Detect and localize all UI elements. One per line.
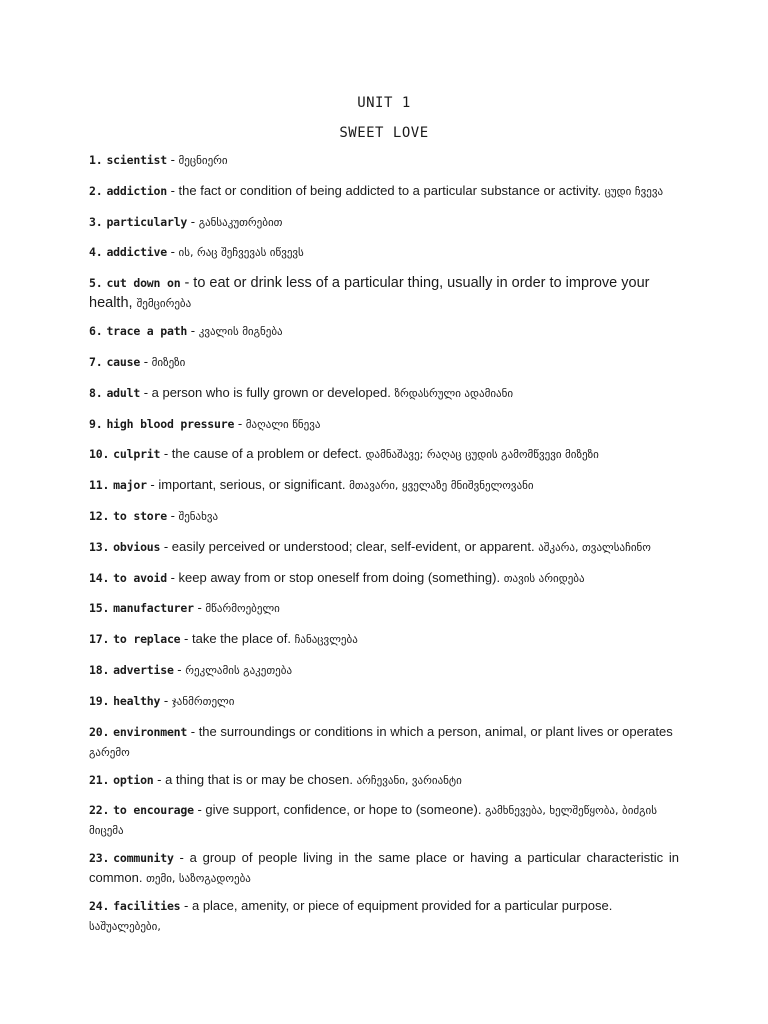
entry-definition: - [187,213,199,229]
vocab-entry [89,660,679,680]
entry-term: community [113,851,174,866]
entry-definition: - [140,353,152,369]
vocab-entry [89,629,679,649]
vocab-entry [89,444,679,464]
entry-translation: ის, რაც შეჩვევას იწვევს [178,246,304,260]
entry-number: 23. [89,851,110,866]
entry-term: cut down on [106,276,181,291]
entry-translation: მიზეზი [151,355,186,369]
entry-definition: - the surroundings or conditions in which a person, animal, or plant lives or operates [187,723,673,739]
vocab-entry [89,770,679,790]
vocab-entry [89,414,679,434]
entry-definition: - [173,661,186,677]
entry-term: obvious [113,539,161,554]
vocab-entry [89,800,679,840]
vocab-entry [89,598,679,618]
entry-definition: - give support, confidence, or hope to (someone). [193,802,486,818]
entry-term: to encourage [113,803,194,818]
entry-number: 24. [89,899,110,914]
entry-translation: შენახვა [178,509,219,523]
entry-number: 7. [89,354,103,369]
vocabulary-list [89,150,679,947]
entry-definition: - [160,692,172,708]
entry-definition: - take the place of. [180,631,295,647]
entry-translation: ჩანაცვლება [294,633,358,647]
entry-term: major [113,478,147,493]
entry-number: 8. [89,385,103,400]
entry-definition: - a group of people living in the same place or having a particular characteristic in common. [89,850,679,886]
entry-term: facilities [113,899,181,914]
vocab-entry [89,321,679,341]
vocab-entry [89,896,679,936]
vocab-entry [89,352,679,372]
vocab-entry [89,506,679,526]
entry-number: 18. [89,662,110,677]
entry-term: healthy [113,693,161,708]
vocab-entry [89,537,679,557]
entry-translation: რეკლამის გაკეთება [185,663,293,677]
entry-definition: - the cause of a problem or defect. [160,446,366,462]
vocab-entry [89,383,679,403]
entry-translation: მთავარი, ყველაზე მნიშვნელოვანი [349,479,534,493]
entry-translation: თავის არიდება [503,571,585,585]
entry-definition: - [166,152,179,167]
entry-term: manufacturer [113,601,194,616]
entry-translation: გარემო [89,745,130,759]
entry-definition: - important, serious, or significant. [146,477,350,493]
entry-definition: - [234,415,246,431]
entry-definition: - keep away from or stop oneself from doing (something). [166,569,504,585]
entry-number: 20. [89,724,110,739]
entry-translation: მწარმოებელი [205,602,280,616]
entry-translation: განსაკუთრებით [198,215,283,229]
vocab-entry [89,242,679,262]
entry-definition: - to eat or drink less of a particular thing, usually in order to improve your health, [89,275,650,312]
entry-definition: - a person who is fully grown or developed. [140,384,395,400]
entry-number: 9. [89,416,103,431]
entry-term: to store [113,508,167,523]
entry-definition: - [187,323,199,339]
entry-term: trace a path [106,324,188,339]
entry-definition: - [166,244,179,260]
entry-translation: აშკარა, თვალსაჩინო [538,540,651,554]
entry-number: 17. [89,632,110,647]
entry-translation: მაღალი წნევა [245,417,321,431]
entry-term: cause [106,354,141,369]
entry-translation: თემი, საზოგადოება [146,872,251,886]
entry-term: addiction [106,183,167,198]
entry-number: 11. [89,478,110,493]
entry-translation: კვალის მიგნება [198,325,283,339]
entry-definition: - [193,600,206,616]
entry-number: 6. [89,324,103,339]
entry-term: to replace [113,632,181,647]
entry-term: high blood pressure [106,416,235,431]
entry-definition: - [166,507,179,523]
entry-term: particularly [106,214,188,229]
entry-number: 13. [89,539,110,554]
entry-translation: ცუდი ჩვევა [604,184,664,198]
entry-number: 15. [89,601,110,616]
entry-translation: გამხნევება, ხელშეწყობა, ბიძგის მიცემა [89,804,657,838]
vocab-entry [89,212,679,232]
entry-translation: შემცირება [136,297,192,311]
unit-heading: UNIT 1 [357,95,411,111]
entry-number: 4. [89,245,103,260]
entry-number: 2. [89,183,103,198]
entry-number: 5. [89,276,103,291]
entry-term: addictive [106,245,167,260]
vocab-entry [89,691,679,711]
entry-definition: - a thing that is or may be chosen. [153,771,357,787]
entry-term: scientist [106,153,167,167]
entry-term: environment [113,724,188,739]
entry-definition: - easily perceived or understood; clear, self-evident, or apparent. [160,538,539,554]
vocab-entry [89,848,679,888]
entry-number: 14. [89,570,110,585]
entry-number: 22. [89,803,110,818]
vocab-entry [89,181,679,201]
vocab-entry [89,475,679,495]
entry-term: adult [106,385,141,400]
entry-translation: ზრდასრული ადამიანი [394,386,514,400]
entry-definition: - the fact or condition of being addicted to a particular substance or activity. [166,182,605,198]
entry-translation: არჩევანი, ვარიანტი [356,773,462,787]
entry-term: to avoid [113,570,167,585]
entry-translation: საშუალებები, [89,920,161,934]
entry-term: advertise [113,662,174,677]
vocab-entry [89,722,679,762]
entry-number: 12. [89,508,110,523]
entry-number: 21. [89,772,110,787]
entry-number: 19. [89,693,110,708]
entry-number: 3. [89,214,103,229]
vocab-entry [89,150,679,170]
entry-translation: ჯანმრთელი [171,694,235,708]
entry-number: 1. [89,153,103,167]
entry-number: 10. [89,447,110,462]
vocab-entry [89,273,679,313]
entry-translation: დამნაშავე; რაღაც ცუდის გამომწვევი მიზეზი [365,448,599,462]
entry-definition: - a place, amenity, or piece of equipment provided for a particular purpose. [180,898,613,914]
entry-term: option [113,772,154,787]
vocab-entry [89,568,679,588]
entry-term: culprit [113,447,161,462]
entry-translation: მეცნიერი [178,154,228,167]
page-title: SWEET LOVE [339,125,429,141]
